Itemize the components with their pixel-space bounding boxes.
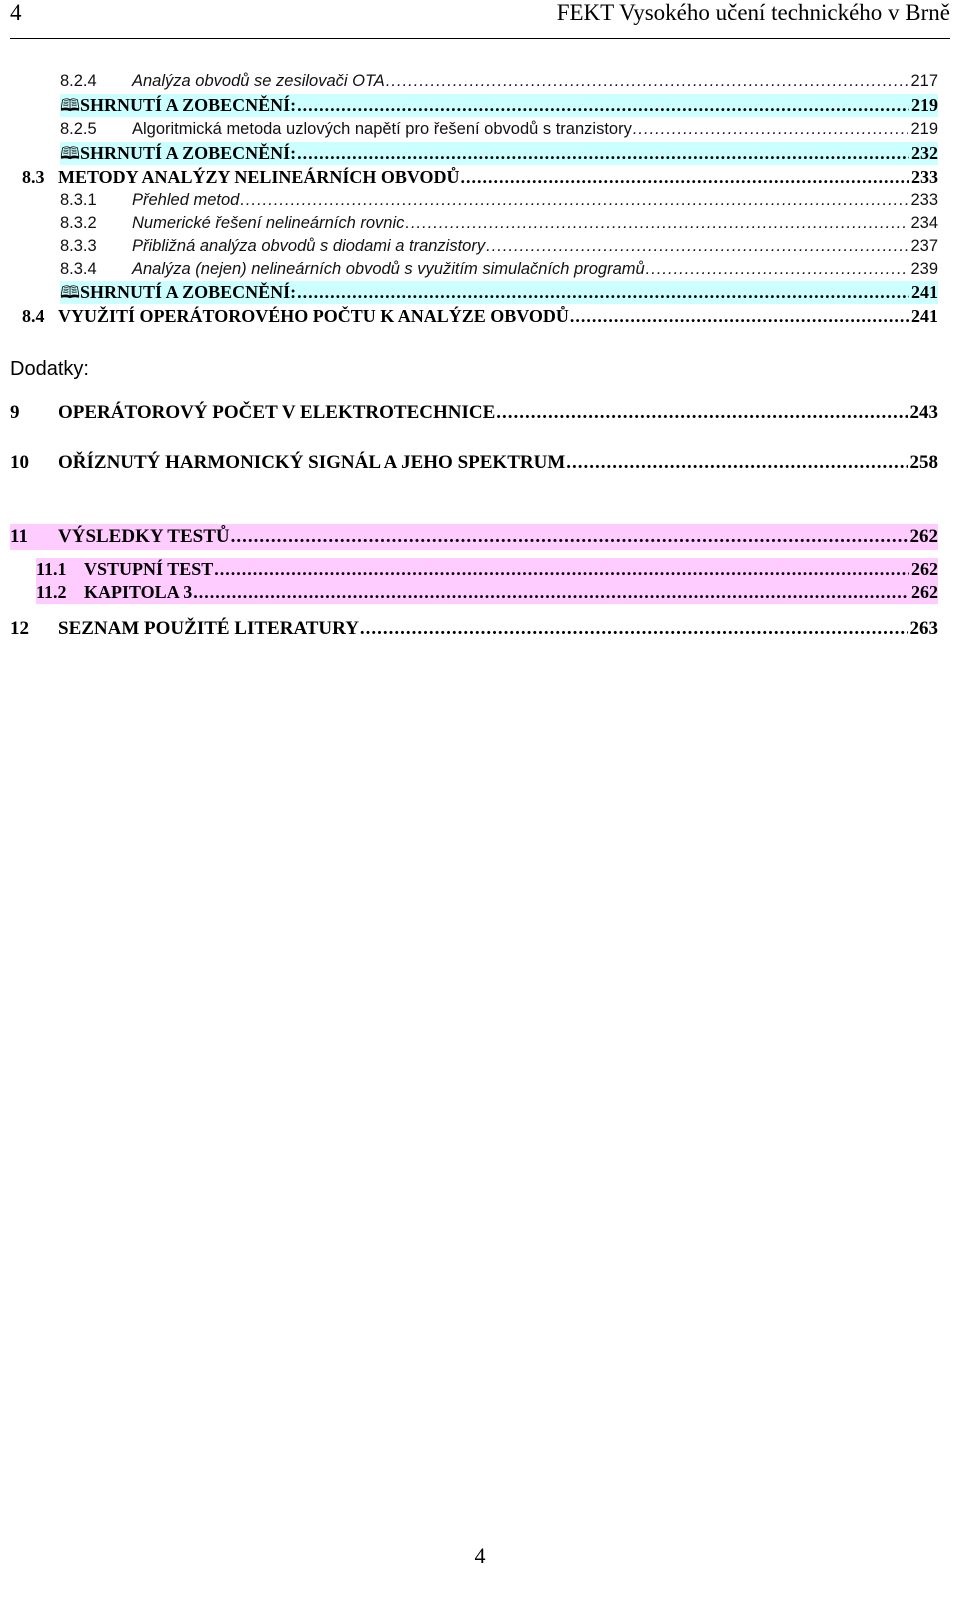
footer-page-number: 4	[474, 1543, 486, 1568]
toc-page: 233	[910, 191, 938, 209]
leader-dots	[214, 558, 909, 581]
toc-entry-summary[interactable]	[60, 94, 938, 117]
toc-entry-8-2-4[interactable]	[60, 70, 938, 93]
toc-page: 239	[910, 260, 938, 278]
appendix-label: Dodatky:	[10, 358, 89, 380]
toc-title: SHRNUTÍ A ZOBECNĚNÍ:	[80, 282, 297, 302]
leader-dots	[570, 305, 909, 328]
toc-number: 8.3.2	[60, 214, 97, 232]
chapter-title: OPERÁTOROVÝ POČET V ELEKTROTECHNICE	[58, 402, 496, 423]
toc-chapter-9[interactable]	[10, 400, 938, 426]
toc-number: 8.3.3	[60, 237, 97, 255]
toc-entry-summary[interactable]	[60, 142, 938, 165]
leader-dots	[297, 94, 909, 117]
leader-dots	[496, 400, 907, 426]
chapter-number: 11	[10, 526, 28, 547]
header-title: FEKT Vysokého učení technického v Brně	[556, 0, 950, 25]
toc-entry-8-3-2[interactable]	[60, 212, 938, 235]
toc-entry-11-2[interactable]	[36, 581, 938, 604]
toc-page: 262	[911, 582, 938, 602]
toc-page: 234	[910, 214, 938, 232]
toc-page: 262	[911, 559, 938, 579]
toc-title: Analýza (nejen) nelineárních obvodů s využitím simulačních programů	[132, 260, 645, 278]
toc-title: Numerické řešení nelineárních rovnic	[132, 214, 405, 232]
toc-entry-8-3-4[interactable]	[60, 258, 938, 281]
toc-page: 232	[911, 143, 938, 163]
toc-title: Algoritmická metoda uzlových napětí pro řešení obvodů s tranzistory	[132, 120, 632, 138]
toc-title: VYUŽITÍ OPERÁTOROVÉHO POČTU K ANALÝZE OBVODŮ	[58, 306, 569, 326]
toc-page: 217	[910, 72, 938, 90]
header-page-number: 4	[10, 0, 22, 25]
toc-entry-8-2-5[interactable]	[60, 118, 938, 141]
toc-number: 8.3	[22, 167, 45, 187]
page-header	[10, 0, 950, 40]
toc-title: KAPITOLA 3	[84, 582, 193, 602]
toc-chapter-11[interactable]	[10, 524, 938, 550]
leader-dots	[405, 212, 908, 235]
chapter-page: 263	[909, 618, 938, 639]
toc-number: 11.2	[36, 582, 67, 602]
leader-dots	[461, 166, 909, 189]
toc-entry-summary[interactable]	[60, 281, 938, 304]
toc-number: 8.3.1	[60, 191, 97, 209]
chapter-number: 9	[10, 402, 20, 423]
toc-title: Přehled metod	[132, 191, 240, 209]
toc-page: 233	[911, 167, 938, 187]
chapter-number: 10	[10, 452, 29, 473]
toc-page: 241	[911, 282, 938, 302]
book-icon: 🕮	[60, 144, 81, 163]
leader-dots	[633, 118, 909, 141]
chapter-title: VÝSLEDKY TESTŮ	[58, 526, 230, 547]
chapter-page: 262	[909, 526, 938, 547]
book-icon: 🕮	[60, 283, 81, 302]
chapter-title: OŘÍZNUTÝ HARMONICKÝ SIGNÁL A JEHO SPEKTRUM	[58, 452, 566, 473]
toc-page: 219	[910, 120, 938, 138]
leader-dots	[231, 524, 908, 550]
leader-dots	[193, 581, 909, 604]
toc-number: 11.1	[36, 559, 67, 579]
toc-entry-8-4[interactable]	[22, 305, 938, 328]
book-icon: 🕮	[60, 96, 81, 115]
toc-page: 219	[911, 95, 938, 115]
toc-number: 8.3.4	[60, 260, 97, 278]
toc-title: SHRNUTÍ A ZOBECNĚNÍ:	[80, 143, 297, 163]
toc-title: SHRNUTÍ A ZOBECNĚNÍ:	[80, 95, 297, 115]
chapter-page: 258	[909, 452, 938, 473]
toc-number: 8.2.5	[60, 120, 97, 138]
leader-dots	[360, 616, 908, 642]
toc-number: 8.2.4	[60, 72, 97, 90]
leader-dots	[386, 70, 909, 93]
header-rule	[10, 38, 950, 39]
chapter-page: 243	[909, 402, 938, 423]
toc-number: 8.4	[22, 306, 45, 326]
toc-title: Analýza obvodů se zesilovači OTA	[132, 72, 385, 90]
toc-chapter-12[interactable]	[10, 616, 938, 642]
leader-dots	[240, 189, 908, 212]
chapter-number: 12	[10, 618, 29, 639]
leader-dots	[566, 450, 907, 476]
leader-dots	[486, 235, 908, 258]
toc-entry-8-3[interactable]	[22, 166, 938, 189]
toc-entry-8-3-3[interactable]	[60, 235, 938, 258]
toc-page: 237	[910, 237, 938, 255]
toc-title: Přibližná analýza obvodů s diodami a tranzistory	[132, 237, 486, 255]
leader-dots	[297, 281, 909, 304]
leader-dots	[297, 142, 909, 165]
toc-entry-8-3-1[interactable]	[60, 189, 938, 212]
leader-dots	[646, 258, 909, 281]
toc-title: METODY ANALÝZY NELINEÁRNÍCH OBVODŮ	[58, 167, 460, 187]
chapter-title: SEZNAM POUŽITÉ LITERATURY	[58, 618, 359, 639]
toc-title: VSTUPNÍ TEST	[84, 559, 214, 579]
toc-entry-11-1[interactable]	[36, 558, 938, 581]
toc-page: 241	[911, 306, 938, 326]
toc-chapter-10[interactable]	[10, 450, 938, 476]
